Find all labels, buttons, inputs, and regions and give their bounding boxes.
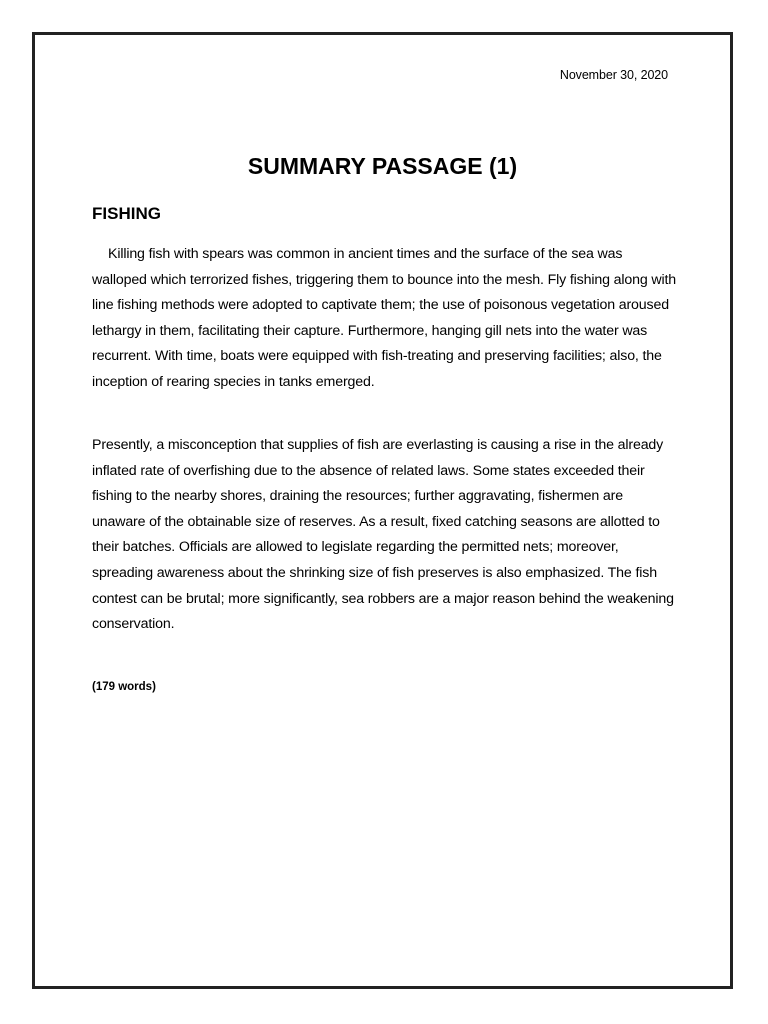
- section-heading: FISHING: [92, 204, 161, 223]
- document-page: [32, 32, 733, 989]
- document-date: November 30, 2020: [559, 68, 668, 82]
- paragraph-1: Killing fish with spears was common in ancient times and the surface of the sea was walloped which terrorized fishes, triggering them to bounce into the mesh. Fly fishing along with line fishing methods were adopted to captivate them; the use of poisonous vegetation aroused lethargy in them, facilitating their capture. Furthermore, hanging gill nets into the water was recurrent. With time, boats were equipped with fish-treating and preserving facilities; also, the inception of rearing species in tanks emerged.: [92, 246, 676, 390]
- word-count: (179 words): [92, 681, 156, 693]
- page-title: SUMMARY PASSAGE (1): [247, 153, 518, 179]
- paragraph-2: Presently, a misconception that supplies of fish are everlasting is causing a rise in the already inflated rate of overfishing due to the absence of related laws. Some states exceeded their fishing to the nearby shores, draining the resources; further aggravating, fishermen are unaware of the obtainable size of reserves. As a result, fixed catching seasons are allotted to their batches. Officials are allowed to legislate regarding the permitted nets; moreover, spreading awareness about the shrinking size of fish preserves is also emphasized. The fish contest can be brutal; more significantly, sea robbers are a major reason behind the weakening conservation.: [92, 437, 674, 633]
